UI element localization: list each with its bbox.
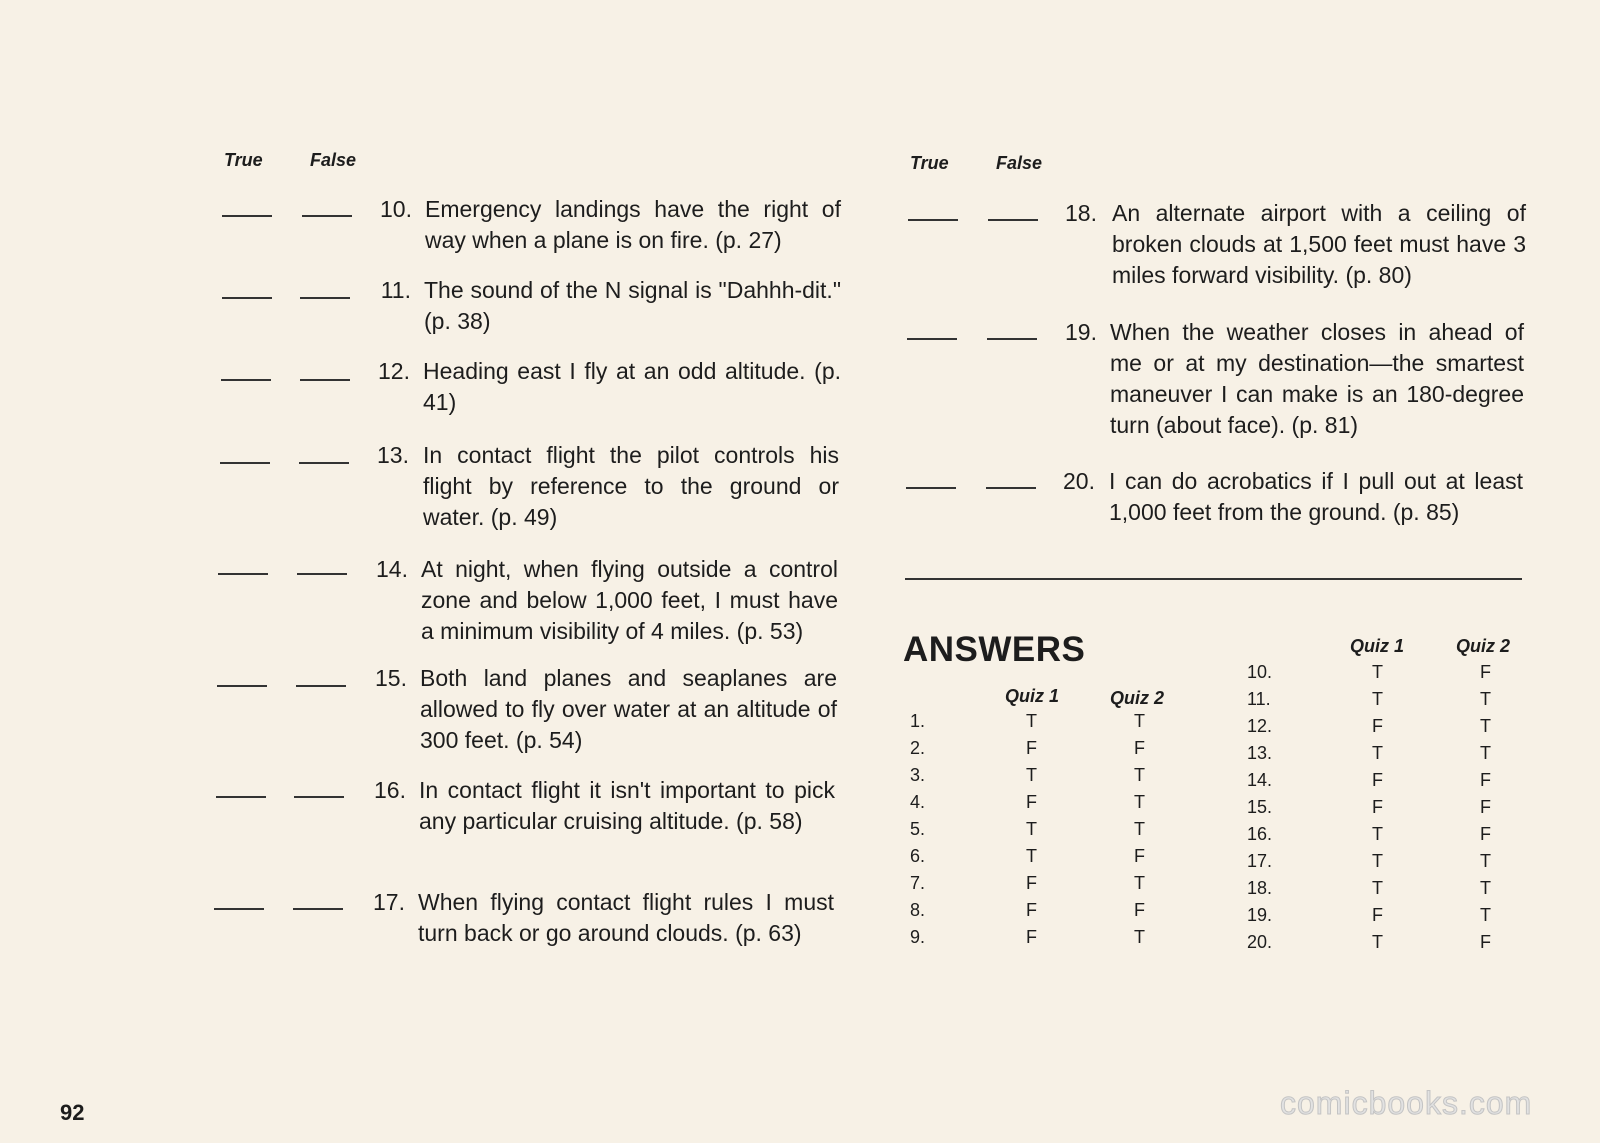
question-text: In contact flight the pilot controls his flight by reference to the ground or water. (p. 49) (423, 442, 839, 530)
answer-number: 2. (910, 738, 926, 758)
true-answer-blank[interactable] (214, 908, 264, 910)
true-column-header: True (910, 153, 949, 173)
question-number: 15. (375, 665, 407, 691)
quiz2-answer: T (1480, 743, 1491, 763)
false-answer-blank[interactable] (988, 219, 1038, 221)
quiz2-answer: T (1480, 689, 1491, 709)
answer-number: 12. (1247, 716, 1273, 736)
answer-number: 7. (910, 873, 926, 893)
question-number: 19. (1065, 319, 1097, 345)
question-number: 11. (380, 277, 411, 303)
true-answer-blank[interactable] (906, 487, 956, 489)
answer-number: 20. (1247, 932, 1273, 952)
section-divider (905, 578, 1522, 580)
quiz1-header: Quiz 1 (1005, 686, 1060, 706)
false-column-header: False (996, 153, 1043, 173)
quiz2-answer: T (1480, 716, 1491, 736)
question-text: The sound of the N signal is "Dahhh-dit." (p. 38) (424, 277, 841, 334)
question-text: An alternate airport with a ceiling of broken clouds at 1,500 feet must have 3 miles forward visibility. (p. 80) (1112, 200, 1526, 288)
answer-number: 15. (1247, 797, 1273, 817)
quiz1-answer: T (1026, 765, 1037, 785)
quiz2-answer: F (1480, 770, 1491, 790)
false-answer-blank[interactable] (987, 338, 1037, 340)
question-text: When the weather closes in ahead of me or at my destination—the smartest maneuver I can make is an 180-degree turn (about face). (p. 81) (1110, 319, 1524, 438)
quiz2-answer: T (1134, 873, 1145, 893)
answers-title: ANSWERS (903, 630, 1086, 669)
question-text: In contact flight it isn't important to pick any particular cruising altitude. (p. 58) (419, 777, 835, 834)
true-answer-blank[interactable] (222, 297, 272, 299)
quiz1-answer: T (1026, 819, 1037, 839)
false-answer-blank[interactable] (986, 487, 1036, 489)
false-answer-blank[interactable] (296, 685, 346, 687)
quiz1-answer: F (1026, 873, 1037, 893)
question-number: 17. (373, 889, 405, 915)
false-answer-blank[interactable] (297, 573, 347, 575)
quiz1-answer: T (1372, 878, 1383, 898)
question-text: I can do acrobatics if I pull out at least 1,000 feet from the ground. (p. 85) (1109, 468, 1523, 525)
quiz2-answer: F (1134, 738, 1145, 758)
quiz2-answer: F (1480, 662, 1491, 682)
quiz1-header: Quiz 1 (1350, 636, 1405, 656)
quiz1-answer: F (1372, 905, 1383, 925)
true-answer-blank[interactable] (220, 462, 270, 464)
answer-number: 18. (1247, 878, 1273, 898)
question-text: Heading east I fly at an odd altitude. (p. 41) (423, 358, 841, 415)
answer-number: 6. (910, 846, 926, 866)
quiz2-answer: T (1480, 851, 1491, 871)
quiz2-answer: T (1134, 792, 1145, 812)
quiz1-answer: T (1372, 743, 1383, 763)
page-number: 92 (60, 1100, 85, 1125)
quiz2-header: Quiz 2 (1110, 688, 1165, 708)
question-number: 12. (378, 358, 410, 384)
answer-number: 13. (1247, 743, 1273, 763)
quiz1-answer: F (1026, 792, 1037, 812)
quiz1-answer: T (1026, 711, 1037, 731)
answer-number: 11. (1247, 689, 1271, 709)
quiz2-answer: T (1134, 819, 1145, 839)
quiz1-answer: F (1372, 770, 1383, 790)
true-answer-blank[interactable] (218, 573, 268, 575)
quiz1-answer: F (1026, 738, 1037, 758)
question-number: 14. (376, 556, 408, 582)
question-number: 20. (1063, 468, 1095, 494)
answer-number: 14. (1247, 770, 1273, 790)
false-answer-blank[interactable] (293, 908, 343, 910)
question-number: 18. (1065, 200, 1097, 226)
quiz1-answer: F (1372, 716, 1383, 736)
quiz2-answer: F (1134, 846, 1145, 866)
quiz2-header: Quiz 2 (1456, 636, 1511, 656)
answer-number: 10. (1247, 662, 1273, 682)
answer-number: 8. (910, 900, 926, 920)
true-answer-blank[interactable] (222, 215, 272, 217)
false-answer-blank[interactable] (300, 379, 350, 381)
quiz1-answer: T (1372, 689, 1383, 709)
quiz1-answer: T (1026, 846, 1037, 866)
false-answer-blank[interactable] (302, 215, 352, 217)
quiz2-answer: T (1134, 927, 1145, 947)
quiz1-answer: T (1372, 662, 1383, 682)
true-answer-blank[interactable] (908, 219, 958, 221)
false-answer-blank[interactable] (294, 796, 344, 798)
question-text: When flying contact flight rules I must turn back or go around clouds. (p. 63) (418, 889, 834, 946)
question-number: 13. (377, 442, 409, 468)
answer-number: 17. (1247, 851, 1273, 871)
answer-number: 9. (910, 927, 926, 947)
quiz1-answer: F (1026, 900, 1037, 920)
false-answer-blank[interactable] (299, 462, 349, 464)
quiz2-answer: F (1480, 932, 1491, 952)
answer-number: 5. (910, 819, 926, 839)
answer-number: 16. (1247, 824, 1273, 844)
answer-number: 3. (910, 765, 926, 785)
question-text: Emergency landings have the right of way when a plane is on fire. (p. 27) (425, 196, 841, 253)
quiz2-answer: F (1134, 900, 1145, 920)
quiz2-answer: T (1480, 905, 1491, 925)
question-text: At night, when flying outside a control zone and below 1,000 feet, I must have a minimum visibility of 4 miles. (p. 53) (421, 556, 838, 644)
quiz2-answer: F (1480, 797, 1491, 817)
true-column-header: True (224, 150, 263, 170)
true-answer-blank[interactable] (221, 379, 271, 381)
true-answer-blank[interactable] (216, 796, 266, 798)
quiz2-answer: T (1480, 878, 1491, 898)
answer-number: 1. (910, 711, 926, 731)
question-number: 10. (380, 196, 412, 222)
quiz1-answer: F (1026, 927, 1037, 947)
watermark: comicbooks.com (1280, 1085, 1533, 1121)
quiz1-answer: T (1372, 932, 1383, 952)
true-answer-blank[interactable] (907, 338, 957, 340)
true-answer-blank[interactable] (217, 685, 267, 687)
quiz2-answer: T (1134, 711, 1145, 731)
question-number: 16. (374, 777, 406, 803)
quiz1-answer: T (1372, 824, 1383, 844)
quiz2-answer: F (1480, 824, 1491, 844)
false-answer-blank[interactable] (300, 297, 350, 299)
quiz1-answer: F (1372, 797, 1383, 817)
false-column-header: False (310, 150, 357, 170)
answer-number: 4. (910, 792, 926, 812)
question-text: Both land planes and seaplanes are allowed to fly over water at an altitude of 300 feet. (p. 54) (420, 665, 837, 753)
quiz2-answer: T (1134, 765, 1145, 785)
quiz1-answer: T (1372, 851, 1383, 871)
answer-number: 19. (1247, 905, 1273, 925)
